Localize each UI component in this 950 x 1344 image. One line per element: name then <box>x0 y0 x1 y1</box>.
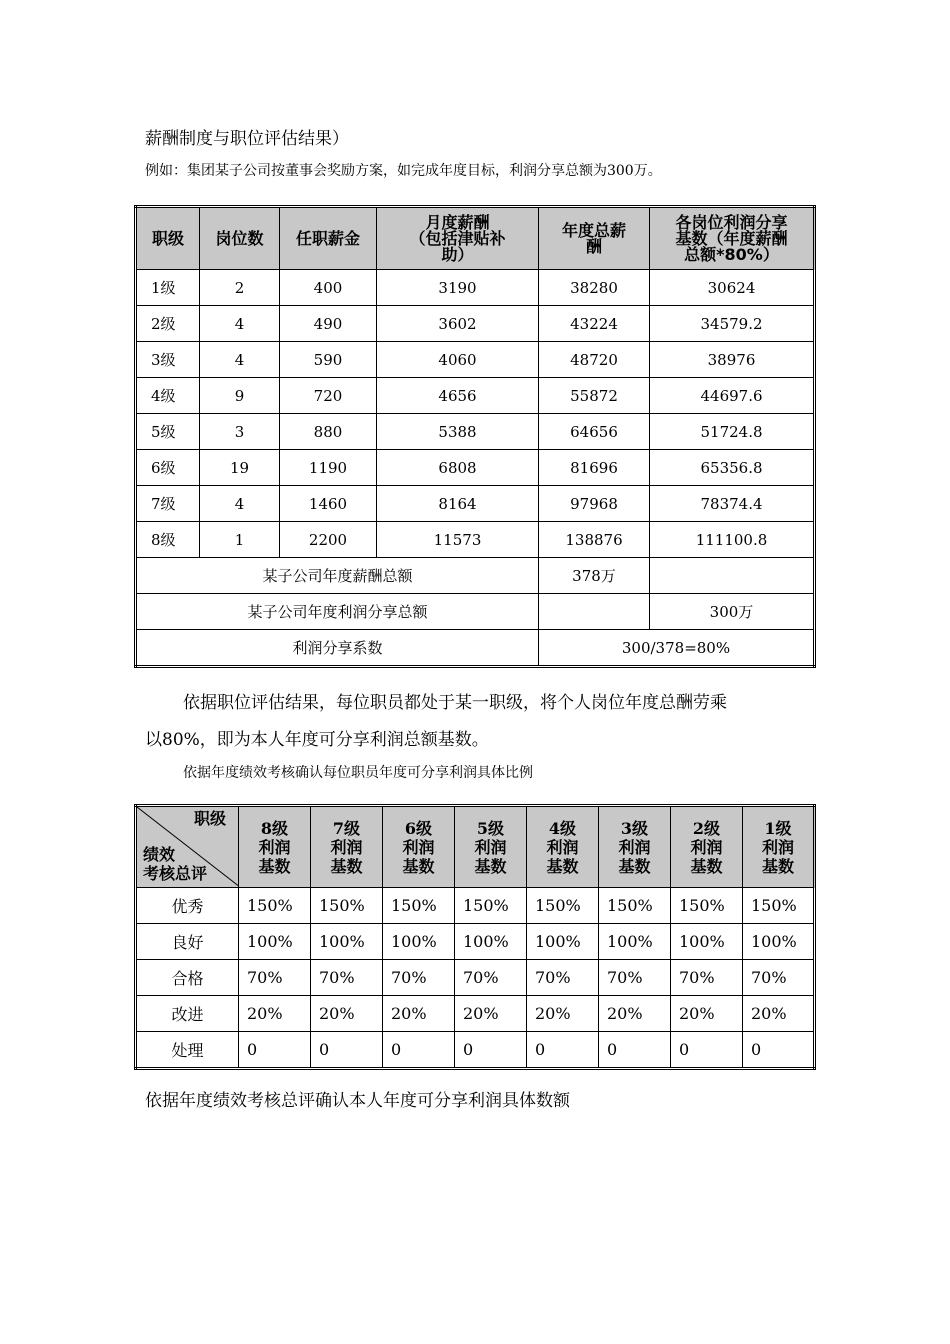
salary-cell: 8164 <box>377 486 539 522</box>
rating-cell: 70% <box>599 960 671 996</box>
salary-cell: 2200 <box>280 522 377 558</box>
rating-cell: 0 <box>311 1032 383 1069</box>
rating-cell: 150% <box>455 888 527 924</box>
rating-cell: 150% <box>599 888 671 924</box>
header-positions: 岗位数 <box>200 207 280 270</box>
salary-cell: 4 <box>200 306 280 342</box>
rating-cell: 0 <box>743 1032 815 1069</box>
salary-cell: 51724.8 <box>650 414 815 450</box>
rating-row <box>136 960 815 996</box>
salary-cell: 1 <box>200 522 280 558</box>
salary-cell: 4656 <box>377 378 539 414</box>
salary-cell: 55872 <box>539 378 650 414</box>
header-profit-share-base: 各岗位利润分享 基数（年度薪酬 总额*80%） <box>650 207 815 270</box>
rating-cell: 0 <box>527 1032 599 1069</box>
summary-row-profit-share <box>136 594 815 630</box>
rating-label: 合格 <box>136 960 239 996</box>
rating-column-header: 6级 利润 基数 <box>383 806 455 888</box>
rating-cell: 20% <box>311 996 383 1032</box>
rating-cell: 0 <box>239 1032 311 1069</box>
total-salary-empty <box>650 558 815 594</box>
salary-row <box>136 270 815 306</box>
salary-row <box>136 522 815 558</box>
profit-share-empty <box>539 594 650 630</box>
rating-column-header: 7级 利润 基数 <box>311 806 383 888</box>
salary-cell: 4级 <box>136 378 200 414</box>
rating-corner-cell <box>136 806 239 888</box>
salary-cell: 38976 <box>650 342 815 378</box>
paragraph-ratio-explanation: 依据年度绩效考核确认每位职员年度可分享利润具体比例 <box>183 765 533 781</box>
rating-column-header: 4级 利润 基数 <box>527 806 599 888</box>
salary-cell: 65356.8 <box>650 450 815 486</box>
rating-cell: 20% <box>383 996 455 1032</box>
rating-column-header: 5级 利润 基数 <box>455 806 527 888</box>
salary-cell: 5级 <box>136 414 200 450</box>
rating-cell: 100% <box>599 924 671 960</box>
salary-cell: 2 <box>200 270 280 306</box>
rating-cell: 150% <box>383 888 455 924</box>
rating-cell: 20% <box>599 996 671 1032</box>
salary-cell: 19 <box>200 450 280 486</box>
salary-cell: 81696 <box>539 450 650 486</box>
salary-cell: 11573 <box>377 522 539 558</box>
salary-cell: 43224 <box>539 306 650 342</box>
rating-cell: 0 <box>383 1032 455 1069</box>
rating-column-header: 2级 利润 基数 <box>671 806 743 888</box>
salary-cell: 3602 <box>377 306 539 342</box>
rating-cell: 20% <box>671 996 743 1032</box>
salary-cell: 64656 <box>539 414 650 450</box>
salary-cell: 4 <box>200 342 280 378</box>
paragraph-grade-explanation-cont: 以80%，即为本人年度可分享利润总额基数。 <box>145 730 489 750</box>
rating-cell: 70% <box>239 960 311 996</box>
salary-cell: 2级 <box>136 306 200 342</box>
salary-row <box>136 450 815 486</box>
salary-cell: 400 <box>280 270 377 306</box>
header-grade: 职级 <box>136 207 200 270</box>
rating-cell: 70% <box>743 960 815 996</box>
header-annual-salary: 年度总薪 酬 <box>539 207 650 270</box>
salary-cell: 8级 <box>136 522 200 558</box>
rating-cell: 70% <box>527 960 599 996</box>
rating-cell: 70% <box>671 960 743 996</box>
rating-column-header: 1级 利润 基数 <box>743 806 815 888</box>
rating-row <box>136 996 815 1032</box>
rating-label: 优秀 <box>136 888 239 924</box>
salary-cell: 78374.4 <box>650 486 815 522</box>
rating-cell: 0 <box>455 1032 527 1069</box>
rating-cell: 100% <box>743 924 815 960</box>
salary-cell: 38280 <box>539 270 650 306</box>
rating-cell: 100% <box>455 924 527 960</box>
salary-cell: 48720 <box>539 342 650 378</box>
salary-header-row <box>136 207 815 270</box>
summary-row-coefficient <box>136 630 815 667</box>
salary-cell: 111100.8 <box>650 522 815 558</box>
rating-table <box>134 804 816 1070</box>
rating-cell: 0 <box>599 1032 671 1069</box>
salary-cell: 590 <box>280 342 377 378</box>
corner-label-grade: 职级 <box>193 809 226 828</box>
salary-cell: 1190 <box>280 450 377 486</box>
rating-cell: 70% <box>311 960 383 996</box>
header-base-salary: 任职薪金 <box>280 207 377 270</box>
rating-label: 良好 <box>136 924 239 960</box>
rating-cell: 150% <box>671 888 743 924</box>
salary-cell: 34579.2 <box>650 306 815 342</box>
rating-cell: 20% <box>743 996 815 1032</box>
rating-cell: 0 <box>671 1032 743 1069</box>
salary-cell: 7级 <box>136 486 200 522</box>
corner-label-rating: 绩效 考核总评 <box>143 845 208 883</box>
rating-column-header: 8级 利润 基数 <box>239 806 311 888</box>
rating-cell: 100% <box>239 924 311 960</box>
summary-row-total-salary <box>136 558 815 594</box>
salary-cell: 880 <box>280 414 377 450</box>
rating-cell: 20% <box>527 996 599 1032</box>
salary-cell: 9 <box>200 378 280 414</box>
rating-cell: 100% <box>383 924 455 960</box>
section-heading: 薪酬制度与职位评估结果） <box>145 129 349 149</box>
salary-cell: 30624 <box>650 270 815 306</box>
rating-column-header: 3级 利润 基数 <box>599 806 671 888</box>
coefficient-label: 利润分享系数 <box>136 630 539 667</box>
salary-row <box>136 486 815 522</box>
paragraph-amount-explanation: 依据年度绩效考核总评确认本人年度可分享利润具体数额 <box>145 1091 570 1111</box>
salary-cell: 1级 <box>136 270 200 306</box>
salary-table <box>134 205 816 668</box>
rating-cell: 100% <box>671 924 743 960</box>
total-salary-label: 某子公司年度薪酬总额 <box>136 558 539 594</box>
salary-row <box>136 414 815 450</box>
salary-cell: 1460 <box>280 486 377 522</box>
salary-row <box>136 342 815 378</box>
rating-label: 处理 <box>136 1032 239 1069</box>
rating-cell: 150% <box>239 888 311 924</box>
rating-cell: 100% <box>311 924 383 960</box>
salary-cell: 3级 <box>136 342 200 378</box>
salary-cell: 138876 <box>539 522 650 558</box>
salary-cell: 4 <box>200 486 280 522</box>
rating-row <box>136 924 815 960</box>
rating-header-row <box>136 806 815 888</box>
salary-cell: 97968 <box>539 486 650 522</box>
profit-share-label: 某子公司年度利润分享总额 <box>136 594 539 630</box>
salary-cell: 5388 <box>377 414 539 450</box>
salary-cell: 720 <box>280 378 377 414</box>
rating-cell: 70% <box>383 960 455 996</box>
paragraph-grade-explanation: 依据职位评估结果，每位职员都处于某一职级，将个人岗位年度总酬劳乘 <box>183 693 727 713</box>
salary-cell: 490 <box>280 306 377 342</box>
salary-cell: 3190 <box>377 270 539 306</box>
rating-label: 改进 <box>136 996 239 1032</box>
rating-cell: 150% <box>311 888 383 924</box>
profit-share-value: 300万 <box>650 594 815 630</box>
rating-cell: 100% <box>527 924 599 960</box>
total-salary-value: 378万 <box>539 558 650 594</box>
rating-cell: 150% <box>527 888 599 924</box>
salary-cell: 6808 <box>377 450 539 486</box>
header-monthly-salary: 月度薪酬 （包括津贴补 助） <box>377 207 539 270</box>
rating-cell: 70% <box>455 960 527 996</box>
rating-row <box>136 888 815 924</box>
salary-cell: 3 <box>200 414 280 450</box>
coefficient-value: 300/378=80% <box>539 630 815 667</box>
salary-row <box>136 378 815 414</box>
rating-row <box>136 1032 815 1069</box>
rating-cell: 20% <box>239 996 311 1032</box>
example-text: 例如：集团某子公司按董事会奖励方案，如完成年度目标，利润分享总额为300万。 <box>145 163 662 179</box>
salary-cell: 4060 <box>377 342 539 378</box>
salary-cell: 44697.6 <box>650 378 815 414</box>
rating-cell: 20% <box>455 996 527 1032</box>
salary-row <box>136 306 815 342</box>
salary-cell: 6级 <box>136 450 200 486</box>
rating-cell: 150% <box>743 888 815 924</box>
